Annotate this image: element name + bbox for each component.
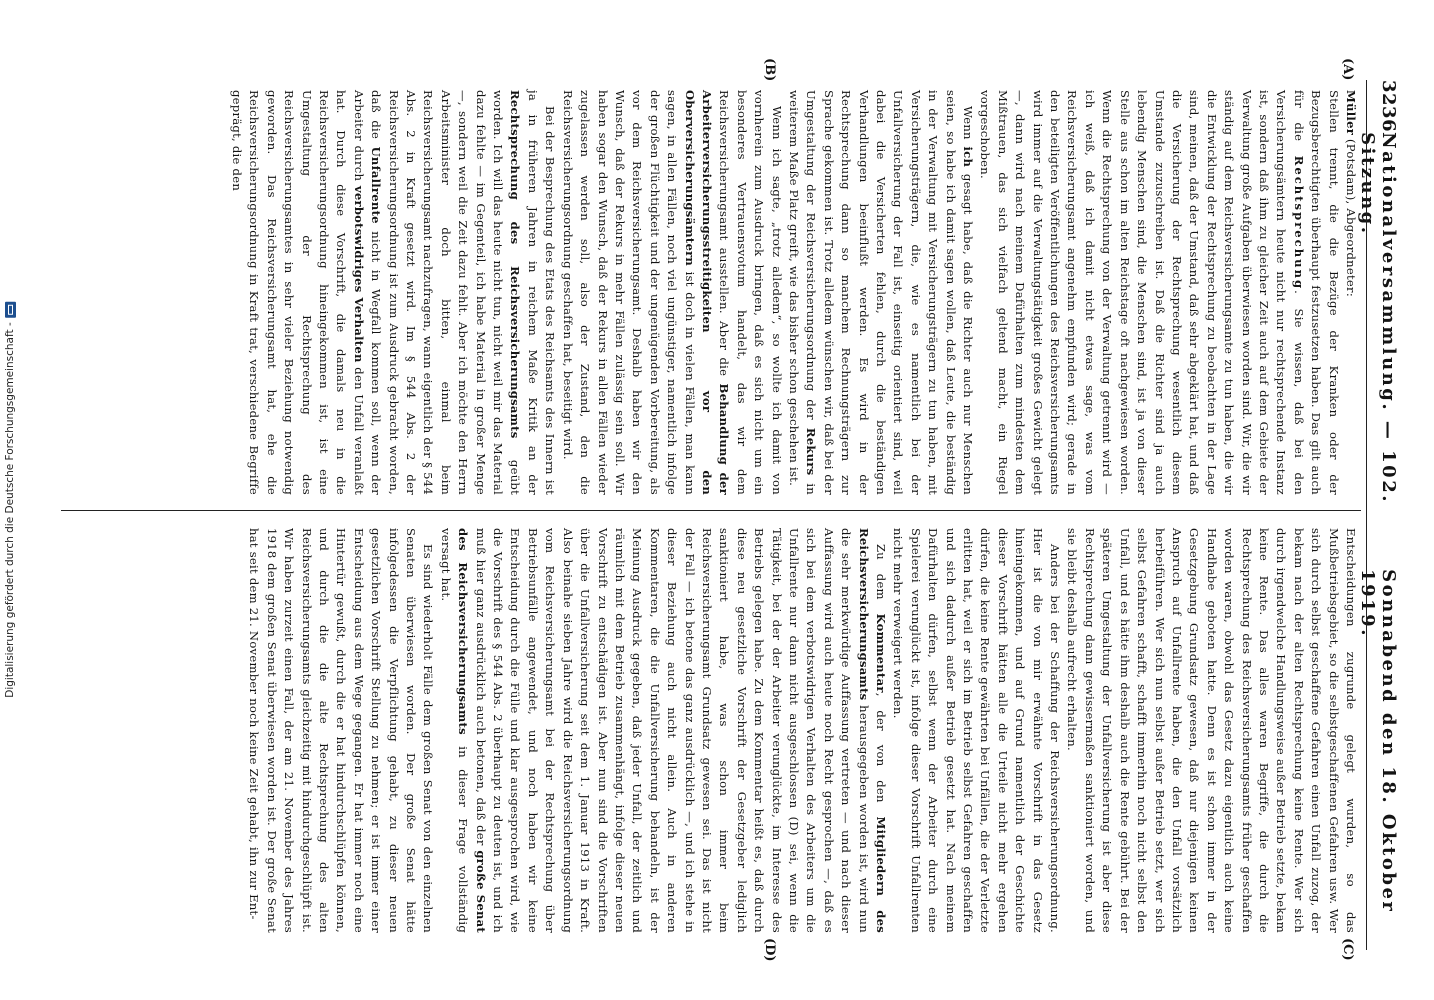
text-run: ist doch in vielen Fällen, man kann sagen, in allen Fällen, noch viel ungünstiger, namentlich infolge der großen Flüchtigkeit und der ungenügenden Vorbereitung, als vor dem Reichsversicherungsamt. Deshalb haben wir den Wunsch, daß der Rekurs in mehr Fällen zulässig sein soll. Wir haben sogar den Wunsch, daß der Rekurs in allen Fällen wieder zugelassen werden soll, also der Zustand, den die Reichsversicherungsordnung geschaffen hat, beseitigt wird.	[560, 90, 697, 495]
text-run: Stellen trennt, die die Bezüge der Kranken oder der Bezugsberechtigten überhaupt festzusetzen haben. Das gilt auch für die	[1291, 90, 1341, 495]
text-run: Zu dem	[874, 544, 889, 614]
credit-strip	[0, 0, 20, 1000]
text-run: in dieser Frage vollständig versagt hat.	[438, 528, 471, 933]
left-column	[228, 90, 1359, 495]
emphasis: Mitgliedern des Reichsversicherungsamts	[856, 528, 889, 934]
emphasis: Rekurs	[804, 427, 819, 476]
emphasis: verbotswidriges Verhalten	[351, 185, 366, 363]
header-rule	[1366, 80, 1367, 950]
speaker-line	[1342, 90, 1359, 495]
emphasis: große Senat des Reichsversicherungsamts	[456, 528, 488, 933]
margin-marker-c: (C)	[1340, 938, 1355, 961]
text-run: gesagt habe, daß die Richter auch nur Menschen seien, so habe ich damit sagen wollen, daß Leute, die beständig in der Verwaltung mit Versicherungsträgern zu tun haben, mit Versicherungsträgern, die, wie es namentlich bei der Unfallversicherung der Fall ist, einseitig orientiert sind, weil dabei die Versicherten fehlen, durch die beständigen Verhandlungen beeinflußt werden. Es wird in der Rechtsprechung dann so manchem Rechnungsträgern zur Sprache gekommen ist. Trotz alledem wünschen wir, daß bei der Umgestaltung der Reichsversicherungsordnung der	[804, 90, 976, 495]
session-date: Sonnabend den 18. Oktober 1919.	[1357, 569, 1399, 914]
page-header	[1357, 80, 1399, 950]
paragraph	[976, 90, 1342, 495]
text-run: geübt worden. Ich will das heute nicht tun, nicht weil mir das Material dazu fehlte — im Gegenteil, ich habe Material in großer Menge —, sondern weil die Zeit dazu fehlt. Aber ich möchte den Herrn Arbeitsminister doch bitten, einmal beim Reichsversicherungsamt nachzufragen, wann eigentlich der § 544 Abs. 2 in Kraft gesetzt wird. Im § 544 Abs. 2 der Reichsversicherungsordnung ist zum Ausdruck gebracht worden, daß die	[369, 90, 523, 495]
speaker-suffix: (Potsdam), Abgeordneter:	[1344, 135, 1358, 297]
emphasis: Unfallrente	[369, 146, 384, 224]
margin-marker-d: (D)	[762, 938, 777, 962]
page-content	[37, 20, 1417, 980]
text-run: herausgegeben worden ist, wird nun die sehr merkwürdige Auffassung vertreten — und nach dieser Auffassung wird auch heute noch Recht gesprochen —, daß es sich bei dem verbotswidrigen Verhalten des Arbeiters um die Unfallrente nur dann nicht ausgeschlossen (D) sei, wenn die Tätigkeit, bei der der Arbeiter verunglückte, im Interesse des Betriebs gelegen habe. Zu dem Kommentar heißt es, daß durch diese neu gesetzliche Vorschrift der Gesetzgeber lediglich sanktioniert habe, was schon immer beim Reichsversicherungsamt Grundsatz gewesen sei. Das ist nicht der Fall — ich betone das ganz ausdrücklich —, und ich stehe in dieser Beziehung auch nicht allein. Auch in anderen Kommentaren, die die Unfallversicherung behandeln, ist der Meinung Ausdruck gegeben, daß jeder Unfall, der zeitlich und räumlich mit dem Betrieb zusammenhängt, infolge dieser neuen Vorschrift zu entschädigen ist. Aber nun sind die Vorschriften über die Unfallversicherung seit dem 1. Januar 1913 in Kraft. Also beinahe sieben Jahre wird die Reichsversicherungsordnung vom Reichsversicherungsamt bei der Rechtsprechung über Betriebsunfälle angewendet, und noch haben wir keine Entscheidung durch die Fülle und klar ausgesprochen wird, wie die Vorschrift des § 544 Abs. 2 überhaupt zu deuten ist, und ich muß hier ganz ausdrücklich auch betonen, daß der	[473, 528, 871, 933]
text-run: . Sie wissen, daß bei den Versicherungsämtern heute nicht nur rechtsprechende Instanz ist, sondern daß ihm zu gleicher Zeit auch auf dem Gebiete der Verwaltung große Aufgaben überwiesen worden sind. Wir, die wir ständig auf dem Reichsversicherungsamte zu tun haben, die wir die Entwicklung der Rechtsprechung zu beobachten in der Lage sind, meinen, daß der Umstand, daß sehr abgeklärt hat, und daß die Versicherung der Rechtsprechung wesentlich diesem Umstande zuzuschreiben ist. Daß die Richter sind ja auch lebendig Menschen sind, die Menschen sind, ist ja von dieser Stelle aus schon im alten Reichstage oft nachgewiesen worden. Wenn die Rechtsprechung von der Verwaltung getrennt wird — ich weiß, daß ich damit nicht etwas sage, was vom Reichsversicherungsamt angenehm empfunden wird; gerade in den beteiligten Veröffentlichungen des Reichsversicherungsamts wird immer auf die Verwaltungstätigkeit großes Gewicht gelegt —, dann wird nach meinem Dafürhalten zum mindesten dem Mißtrauen, das sich vielfach geltend macht, ein Riegel vorgeschoben.	[978, 90, 1306, 495]
text-run: Anders bei der Schaffung der Reichsversicherungsordnung. Hier ist die von mir erwähnte Vorschrift in das Gesetz hineingekommen, und auf Grund namentlich der Geschichte dieser Vorschrift hätten alle die Urteile nicht mehr ergehen dürfen, die keine Rente gewährten bei Unfällen, die der Verletzte erlitten hat, weil er sich im Betrieb selbst Gefahren geschaffen und sich dadurch außer Betrieb gesetzt hat. Nach meinem Dafürhalten dürfen, selbst wenn der Arbeiter durch eine Spielerei verunglückt ist, infolge dieser Vorschrift Unfallrenten nicht mehr verweigert werden.	[891, 528, 1063, 933]
emphasis: Rechtsprechung	[1291, 155, 1306, 291]
text-run: Entscheidungen zugrunde gelegt wurden, so das Mußbetriebsgebiet, so die selbstgeschaffenen Gefahren usw. Wer sich durch selbst geschaffene Gefahren einen Unfall zuzog, der bekam nach der alten Rechtsprechung keine Rente. Wer sich durch irgendwelche Handlungsweise außer Betrieb setzte, bekam keine Rente. Das alles waren Begriffe, die durch die Rechtsprechung des Reichsversicherungsamts früher geschaffen worden waren, obwohl das Gesetz dazu eigentlich auch keine Handhabe geboten hatte. Denn es ist schon immer in der Gesetzgebung Grundsatz gewesen, daß nur diejenigen keinen Anspruch auf Unfallrente haben, die den Unfall vorsätzlich herbeiführen. Wer sich nun selbst außer Betrieb setzt, wer sich selbst Gefahren schafft, schafft immerhin noch nicht selbst den Unfall, und es hätte ihm deshalb auch die Rente gebührt. Bei der späteren Umgestaltung der Unfallversicherung ist aber diese Rechtsprechung dann gewissermaßen sanktioniert worden, und sie bleibt deshalb aufrecht erhalten.	[1065, 528, 1358, 933]
emphasis: Behandlung der Arbeiterversicherungsstreitigkeiten vor den Oberversicherungsämtern	[682, 90, 732, 495]
right-column	[245, 528, 1359, 933]
text-run: in weiterem Maße Platz greift, wie das bisher schon geschehen ist.	[787, 90, 819, 495]
margin-marker-a: (A)	[1340, 58, 1355, 81]
dfg-logo-icon	[5, 302, 16, 318]
emphasis: Kommentar	[874, 613, 889, 693]
column-divider	[61, 510, 1361, 511]
text-run: , der von den	[874, 692, 889, 817]
emphasis: ich	[961, 146, 976, 168]
credit-text: Digitalisierung gefördert durch die Deutsche Forschungsgemeinschaft -	[4, 322, 16, 698]
paragraph	[228, 90, 559, 495]
margin-marker-b: (B)	[762, 58, 777, 82]
paragraph	[558, 90, 784, 495]
text-run: Es sind wiederholt Fälle dem großen Senat von den einzelnen Senaten überwiesen worden. Der große Senat hätte infolgedessen die Verpflichtung gehabt, zu dieser neuen gesetzlichen Vorschrift Stellung zu nehmen; er ist immer einer Entscheidung aus dem Wege gegangen. Er hat immer noch eine Hintertür gewußt, durch die er hat hindurchschlüpfen können, und durch die die alte Rechtsprechung des alten Reichsversicherungsamts gleichzeitig mit hindurchgeschlüpft ist. Wir haben zurzeit einen Fall, der am 21. November des Jahres 1918 dem großen Senat überwiesen worden ist. Der große Senat hat seit dem 21. November noch keine Zeit gehabt, ihn zur Ent-	[247, 528, 436, 933]
paragraph	[436, 528, 889, 933]
paragraph	[889, 528, 1063, 933]
speaker-name: Müller	[1344, 90, 1358, 136]
text-run: Wenn	[961, 106, 976, 147]
page-number: 3236	[1378, 80, 1399, 133]
text-run: den Unfall veranlaßt hat. Durch diese Vorschrift, die damals neu in die Reichsversicherungsordnung hineingekommen ist, ist eine Umgestaltung der Rechtsprechung des Reichsversicherungsamtes in sehr vieler Beziehung notwendig geworden. Das Reichsversicherungsamt hat, ehe die Reichsversicherungsordnung in Kraft trat, verschiedene Begriffe geprägt, die den	[230, 90, 366, 495]
text-run: Bei der Besprechung des Etats des Reichsamts des Innern ist ja in früheren Jahren in reichem Maße Kritik an der	[525, 90, 558, 495]
text-run: nicht in Wegfall kommen soll, wenn der Arbeiter durch	[351, 90, 384, 495]
paragraph	[1063, 528, 1359, 933]
text-run: Wenn ich sagte, „trotz alledem“, so wollte ich damit von vornherein zum Ausdruck bringen, daß es sich nicht um ein besonderes Vertrauensvotum handelt, das wir dem Reichsversicherungsamt ausstellen. Aber die	[717, 90, 784, 495]
digitization-credit	[4, 302, 16, 698]
emphasis: Rechtsprechung des Reichsversicherungsamts	[508, 90, 523, 439]
assembly-title: Nationalversammlung. — 102. Sitzung.	[1357, 132, 1399, 504]
paragraph	[785, 90, 976, 495]
paragraph	[245, 528, 436, 933]
scanned-page	[20, 0, 1434, 1000]
